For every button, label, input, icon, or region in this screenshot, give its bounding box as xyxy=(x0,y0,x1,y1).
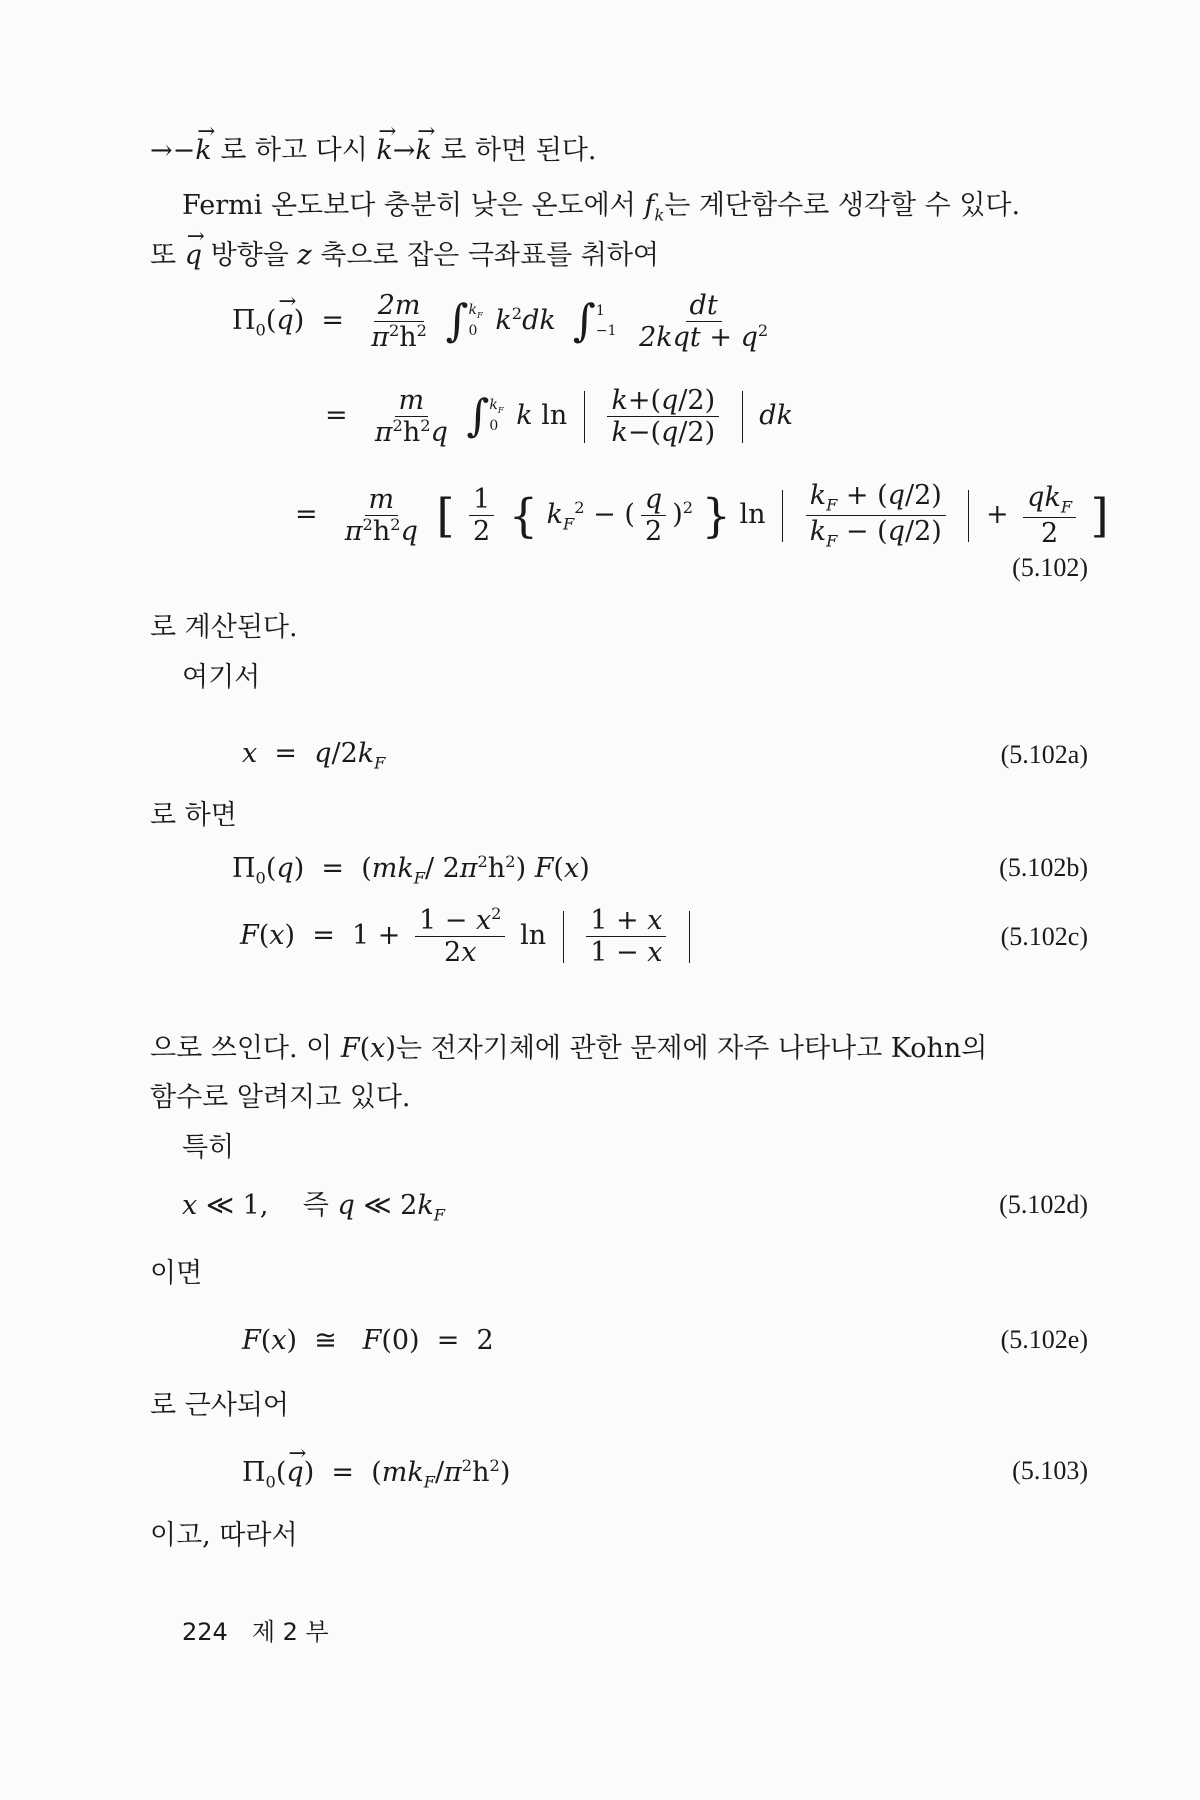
text-line-9: 특히 xyxy=(182,1132,235,1163)
text-line-12: 로 근사되어 xyxy=(150,1390,289,1421)
equation-5-102d: x ≪ 1, 즉 q ≪ $2k_F$ xyxy=(182,1190,445,1225)
text-fragment: 또 xyxy=(150,240,177,271)
equation-number: (5.102) xyxy=(1012,553,1088,582)
text-fragment: 으로 쓰인다. 이 xyxy=(150,1033,333,1064)
equation-number: (5.102a) xyxy=(1000,740,1088,769)
equation-5-102a: $x = q/2k_F$ xyxy=(242,738,386,773)
text-fragment: 로 하면 된다. xyxy=(440,135,597,166)
equation-5-102c: F(x) = 1 + $\frac{1 - x^2}{2x}$ ln $\frac{1 + x}{1 - x}$ xyxy=(240,905,698,968)
equation-number: (5.103) xyxy=(1012,1456,1088,1485)
text-line-8: 함수로 알려지고 있다. xyxy=(150,1082,411,1113)
text-line-4: 로 계산된다. xyxy=(150,612,298,643)
part-label: 제 2 부 xyxy=(251,1618,329,1646)
text-line-6: 로 하면 xyxy=(150,800,237,831)
text-fragment: 로 하고 다시 xyxy=(220,135,368,166)
text-fragment: 는 전자기체에 관한 문제에 자주 나타나고 Kohn의 xyxy=(395,1033,988,1064)
text-fragment: 는 계단함수로 생각할 수 있다. xyxy=(664,190,1021,221)
equation-5-102b: $\Pi_0(q) = (mk_F/$ $2\pi^2h^2$) F(x) xyxy=(232,852,590,888)
text-fragment: 즉 xyxy=(302,1190,329,1221)
text-line-3: 또 → q 방향을 z 축으로 잡은 극좌표를 취하여 xyxy=(150,240,659,272)
page-footer xyxy=(182,1612,353,1647)
text-fragment: 방향을 xyxy=(210,240,289,271)
equation-5-103: $\Pi_0(\to q) = (mk_F/\pi^2h^2)$ xyxy=(242,1456,510,1492)
equation-5-102e: F(x) ≅ F(0) = 2 xyxy=(242,1325,494,1356)
equation-number: (5.102d) xyxy=(999,1190,1088,1219)
equation-number: (5.102e) xyxy=(1000,1325,1088,1354)
equation-5-102-line-2: = $\frac{m}{\pi^2h^2q}$ ∫ $k_F$ 0 k ln $\frac{k+(q/2)}{k-(q/2)}$ dk xyxy=(325,385,793,449)
text-line-1: →−→ k 로 하고 다시 → k→→ k 로 하면 된다. xyxy=(150,135,597,167)
equation-number: (5.102b) xyxy=(999,853,1088,882)
equation-number: (5.102c) xyxy=(1000,922,1088,951)
text-fragment: Fermi 온도보다 충분히 낮은 온도에서 xyxy=(182,190,636,221)
text-line-5: 여기서 xyxy=(182,662,261,693)
text-line-11: 이면 xyxy=(150,1258,203,1289)
text-line-7: 으로 쓰인다. 이 F(x)는 전자기체에 관한 문제에 자주 나타나고 Kohn의 xyxy=(150,1033,988,1064)
equation-5-102-line-1: $\Pi_0(\to q)$ = $\frac{2m}{\pi^2h^2}$ ∫ $k_F$ 0 $k^2dk$ ∫ 1 −1 $\frac{dt}{2kqt + q^2}$ xyxy=(232,290,778,353)
page-number: 224 xyxy=(182,1618,228,1646)
text-line-13: 이고, 따라서 xyxy=(150,1520,298,1551)
text-line-2: Fermi 온도보다 충분히 낮은 온도에서 $f_k$는 계단함수로 생각할 수 있다. xyxy=(182,190,1021,225)
equation-5-102-line-3: = $\frac{m}{\pi^2h^2q}$ [ $\frac{1}{2}$ { $k_F^2$ − ( $\frac{q}{2}$ )$^2$ } ln $\frac{k_F + (q/2)}{k_F - (q/2)}$ + $\frac{qk_F}{2}$ ] xyxy=(295,480,1109,551)
text-fragment: 축으로 잡은 극좌표를 취하여 xyxy=(320,240,659,271)
